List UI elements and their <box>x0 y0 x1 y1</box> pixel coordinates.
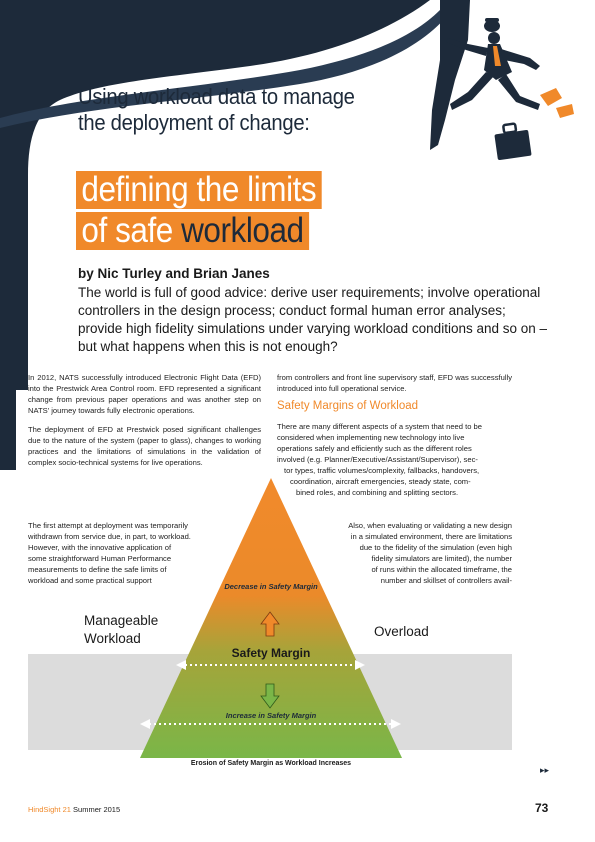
section-subheading: Safety Margins of Workload <box>277 400 419 412</box>
right-paragraph-1-line-3: operations safely and efficiently such as the different roles <box>277 444 472 453</box>
right-paragraph-2-line-3: due to the fidelity of the simulation (even high <box>359 543 512 552</box>
left-paragraph-1: In 2012, NATS successfully introduced Electronic Flight Data (EFD) into the Prestwick Area Control room. EFD represented a significant change from previous paper operations and was another step on NATS' journey towards fully electronic operations. <box>28 373 261 415</box>
footer-magazine: HindSight 21 <box>28 805 71 814</box>
left-paragraph-3-line-3: However, with the innovative application of <box>28 543 172 552</box>
byline: by Nic Turley and Brian Janes <box>78 266 270 281</box>
manageable-workload-label: Manageable Workload <box>84 613 159 646</box>
right-paragraph-1-line-2: considered when implementing new technology into live <box>277 433 465 442</box>
right-paragraph-2-line-2: in a simulated environment, there are limitations <box>350 532 512 541</box>
headline <box>78 84 382 136</box>
left-paragraph-2: The deployment of EFD at Prestwick posed significant challenges due to the nature of the system (paper to glass), changes to working practices and the limitations of simulations in the validation of complex socio-technical systems for live operations. <box>28 425 261 467</box>
right-paragraph-1-line-1: There are many different aspects of a system that need to be <box>277 422 483 431</box>
continue-arrow-icon: ▸▸ <box>540 765 550 775</box>
decrease-margin-label: Decrease in Safety Margin <box>224 582 318 591</box>
right-paragraph-0: from controllers and front line supervisory staff, EFD was successfully introduced into full operational service. <box>277 373 512 393</box>
headline-line-2: the deployment of change: <box>78 110 310 135</box>
left-paragraph-3-line-2: withdrawn from service due, in part, to workload. <box>28 532 191 541</box>
title-highlight-word: workload <box>181 211 304 250</box>
briefcase-icon <box>494 124 531 161</box>
standfirst: The world is full of good advice: derive user requirements; involve operational controllers in the design process; conduct formal human error analyses; provide high fidelity simulations under varying workload conditions and so on – but what happens when this is not enough? <box>78 285 548 354</box>
safety-margin-label: Safety Margin <box>231 646 311 660</box>
title-line-1: defining the limits <box>76 171 322 209</box>
left-column <box>28 372 261 476</box>
left-paragraph-3-line-4: some straightforward Human Performance <box>28 554 172 563</box>
right-paragraph-1-line-6: coordination, aircraft emergencies, steady state, com- <box>290 477 471 486</box>
footer-issue: Summer 2015 <box>70 805 121 814</box>
right-paragraph-1-line-5: tor types, traffic volumes/complexity, fallbacks, handovers, <box>284 466 480 475</box>
right-paragraph-1-line-4: involved (e.g. Planner/Executive/Assistant/Supervisor), sec- <box>277 455 478 464</box>
page-number: 73 <box>535 801 549 815</box>
left-paragraph-3-line-6: workload and some practical support <box>28 576 152 585</box>
right-paragraph-2-line-6: number and skillset of controllers avail- <box>380 576 512 585</box>
right-paragraph-2-line-5: of runs within the allocated timeframe, the <box>371 565 512 574</box>
right-paragraph-2-line-1: Also, when evaluating or validating a new design <box>348 521 512 530</box>
right-paragraph-1-line-7: bined roles, and combining and splitting sectors. <box>296 488 459 497</box>
footer <box>28 805 120 814</box>
diagram-caption: Erosion of Safety Margin as Workload Increases <box>190 760 352 767</box>
left-paragraph-3-line-5: measurements to define the safe limits of <box>28 565 167 574</box>
increase-margin-label: Increase in Safety Margin <box>225 711 317 720</box>
right-paragraph-2-line-4: fidelity simulators are limited), the number <box>371 554 512 563</box>
title-line-2: of safe workload <box>76 212 309 250</box>
headline-line-1: Using workload data to manage <box>78 84 355 109</box>
overload-label: Overload <box>374 624 429 639</box>
left-paragraph-3-line-1: The first attempt at deployment was temporarily <box>28 521 188 530</box>
flying-papers-icon <box>540 88 574 118</box>
